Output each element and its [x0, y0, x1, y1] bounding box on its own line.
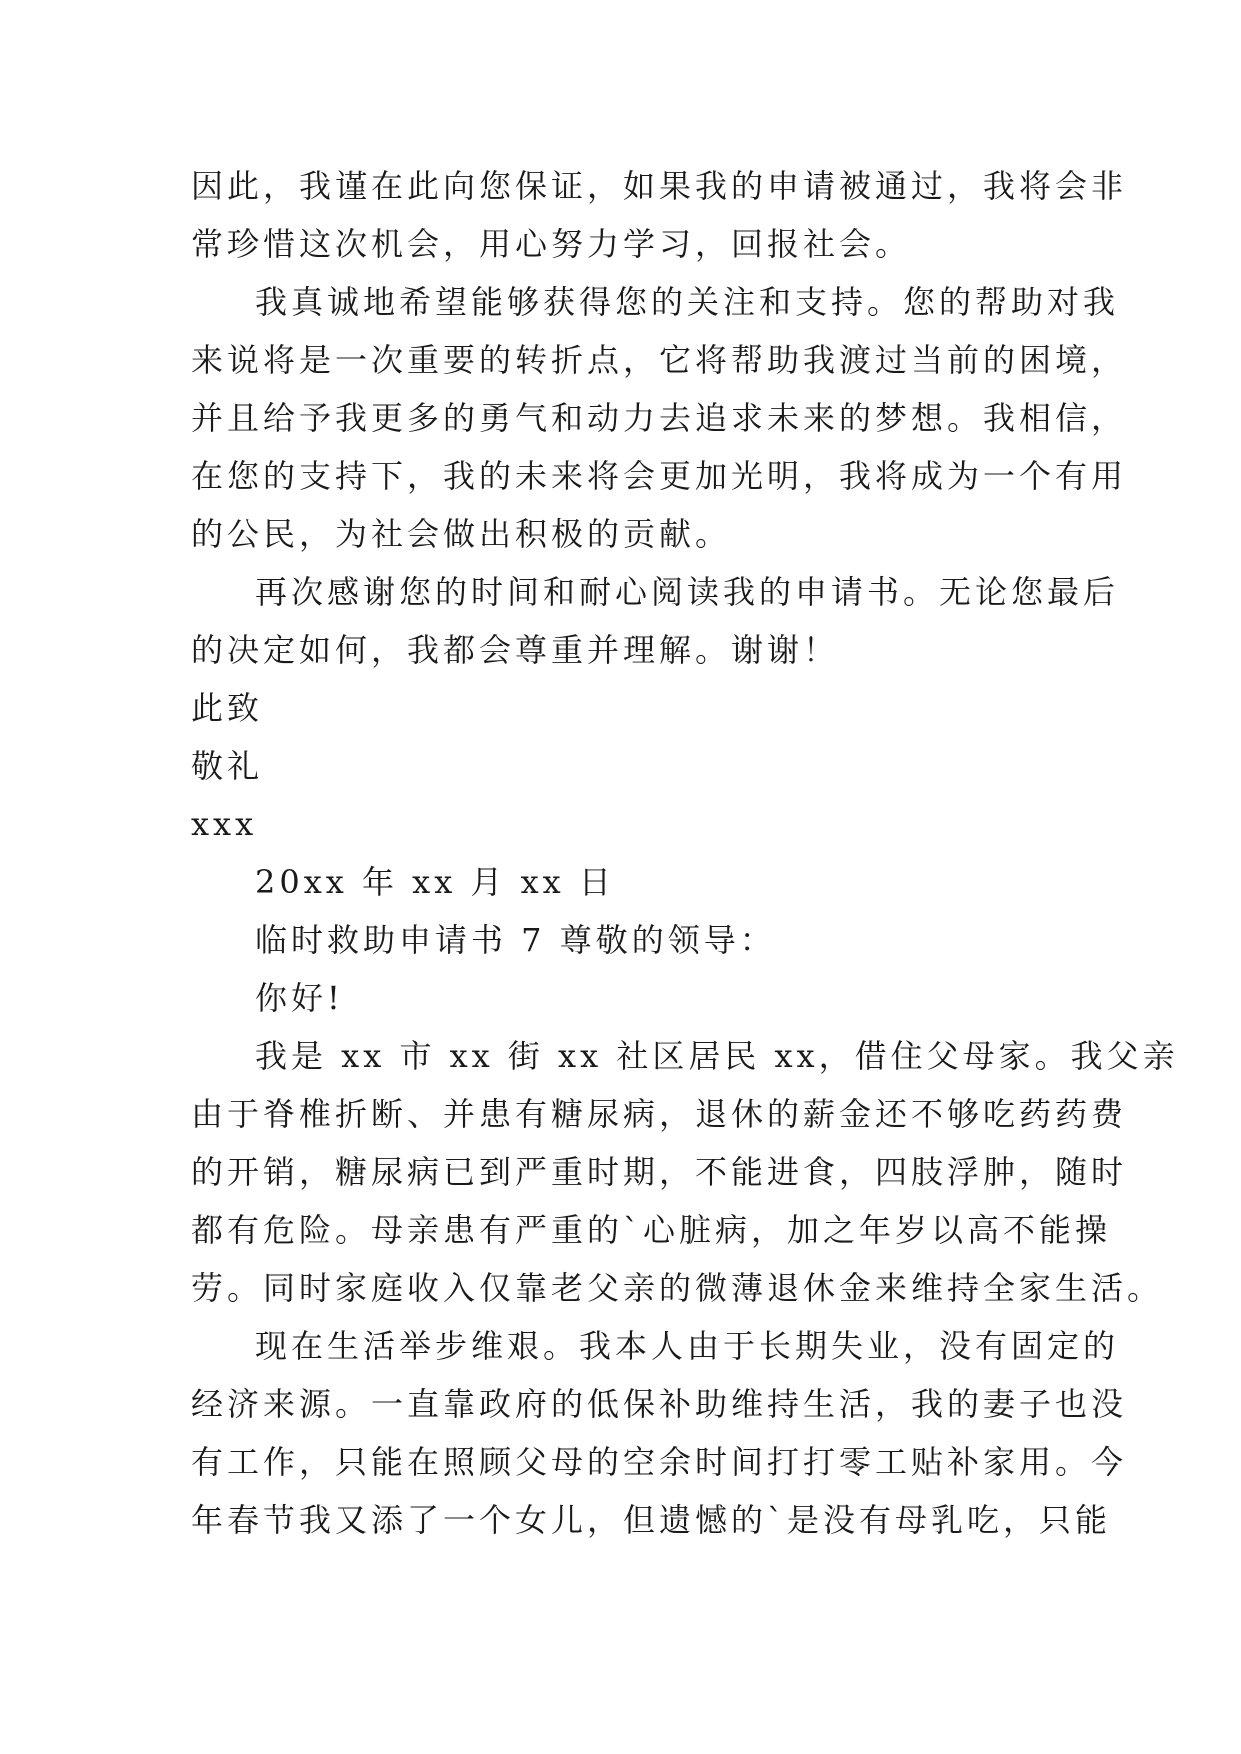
- greeting: 你好!: [255, 979, 344, 1017]
- paragraph-line: 现在生活举步维艰。我本人由于长期失业，没有固定的: [255, 1327, 1120, 1365]
- paragraph-line: 因此，我谨在此向您保证，如果我的申请被通过，我将会非: [191, 167, 1128, 205]
- paragraph-line: 并且给予我更多的勇气和动力去追求未来的梦想。我相信，: [191, 399, 1128, 437]
- paragraph-line: 的开销，糖尿病已到严重时期，不能进食，四肢浮肿，随时: [191, 1153, 1128, 1191]
- paragraph-line: 在您的支持下，我的未来将会更加光明，我将成为一个有用: [191, 457, 1128, 495]
- paragraph-line: 我真诚地希望能够获得您的关注和支持。您的帮助对我: [255, 283, 1120, 321]
- letter-heading: 临时救助申请书 7 尊敬的领导：: [255, 921, 776, 959]
- paragraph-line: 再次感谢您的时间和耐心阅读我的申请书。无论您最后: [255, 573, 1120, 611]
- paragraph-line: 经济来源。一直靠政府的低保补助维持生活，我的妻子也没: [191, 1385, 1128, 1423]
- paragraph-line: 劳。同时家庭收入仅靠老父亲的微薄退休金来维持全家生活。: [191, 1269, 1164, 1307]
- paragraph-line: 由于脊椎折断、并患有糖尿病，退休的薪金还不够吃药药费: [191, 1095, 1128, 1133]
- paragraph-line: 来说将是一次重要的转折点，它将帮助我渡过当前的困境，: [191, 341, 1128, 379]
- paragraph-line: 都有危险。母亲患有严重的`心脏病，加之年岁以高不能操: [191, 1211, 1112, 1249]
- paragraph-line: 的决定如何，我都会尊重并理解。谢谢！: [191, 631, 840, 669]
- date-line: 20xx 年 xx 月 xx 日: [255, 863, 615, 901]
- signature: xxx: [191, 805, 258, 843]
- document-page: [191, 157, 1179, 1549]
- paragraph-line: 常珍惜这次机会，用心努力学习，回报社会。: [191, 225, 912, 263]
- paragraph-line: 的公民，为社会做出积极的贡献。: [191, 515, 732, 553]
- paragraph-line: 年春节我又添了一个女儿，但遗憾的`是没有母乳吃，只能: [191, 1501, 1112, 1539]
- paragraph-line: 我是 xx 市 xx 街 xx 社区居民 xx，借住父母家。我父亲: [255, 1037, 1179, 1075]
- closing-salutation: 此致: [191, 689, 264, 727]
- closing-regards: 敬礼: [191, 747, 264, 785]
- paragraph-line: 有工作，只能在照顾父母的空余时间打打零工贴补家用。今: [191, 1443, 1128, 1481]
